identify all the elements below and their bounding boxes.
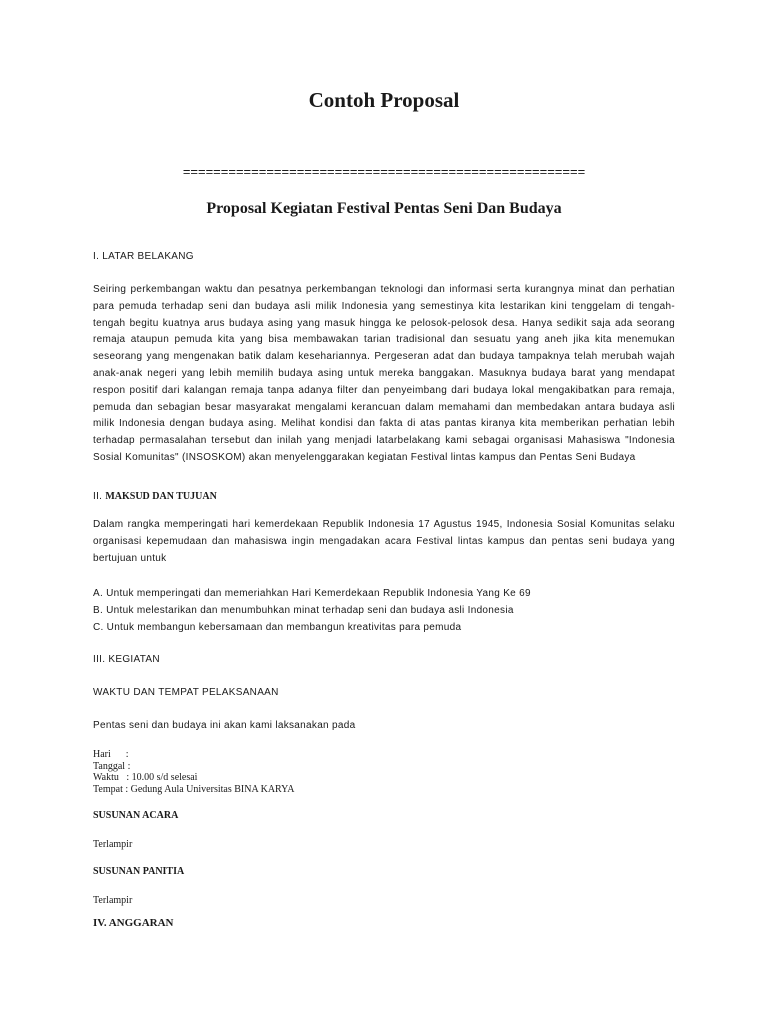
paragraph: Pentas seni dan budaya ini akan kami laksanakan pada <box>93 720 356 731</box>
subsection-heading: SUSUNAN PANITIA <box>93 866 185 877</box>
list-item: C. Untuk membangun kebersamaan dan membangun kreativitas para pemuda <box>93 622 462 633</box>
detail-tempat: Tempat : Gedung Aula Universitas BINA KARYA <box>93 783 295 795</box>
section-number: II. <box>93 491 106 502</box>
section-latar-belakang-body <box>93 282 675 467</box>
subsection-heading: SUSUNAN ACARA <box>93 810 179 821</box>
section-kegiatan <box>93 654 675 665</box>
detail-waktu: Waktu : 10.00 s/d selesai <box>93 772 198 783</box>
section-number: IV <box>93 917 104 929</box>
paragraph: Dalam rangka memperingati hari kemerdekaan Republik Indonesia 17 Agustus 1945, Indonesia Sosial Komunitas selaku organisasi kepemudaan dan mahasiswa ingin mengadakan acara Festival lintas kampus dan pentas seni budaya yang bertujuan untuk <box>93 519 675 564</box>
susunan-panitia <box>93 866 675 877</box>
section-heading: MAKSUD DAN TUJUAN <box>105 491 217 502</box>
subsection-heading: WAKTU DAN TEMPAT PELAKSANAAN <box>93 687 279 698</box>
section-heading: III. KEGIATAN <box>93 654 160 665</box>
list-item: B. Untuk melestarikan dan menumbuhkan minat terhadap seni dan budaya asli Indonesia <box>93 605 514 616</box>
section-maksud-tujuan-body <box>93 517 675 567</box>
objectives-list <box>93 585 675 636</box>
detail-hari: Hari : <box>93 749 129 760</box>
paragraph: Terlampir <box>93 895 133 906</box>
separator-line: ===================================================== <box>182 164 586 179</box>
paragraph: Seiring perkembangan waktu dan pesatnya perkembangan teknologi dan informasi serta kurangnya minat dan perhatian para pemuda terhadap seni dan budaya asli milik Indonesia yang semestinya kita lestarikan kini tenggelam di tengah-tengah begitu kuatnya arus budaya asing yang masuk hingga ke pelosok-pelosok desa. Hanya sedikit saja ada seorang remaja ataupun pemuda kita yang bisa membawakan tarian tradisional dan sesuatu yang aneh jika kita menemukan seseorang yang mengenakan batik dalam kesehariannya. Pergeseran adat dan budaya tampaknya telah merubah wajah anak-anak negeri yang lebih memilih budaya asing untuk mereka banggakan. Masuknya budaya barat yang mendapat respon positif dari kalangan remaja tanpa adanya filter dan penyeimbang dari budaya lokal mengakibatkan para remaja, pemuda dan sebagian besar masyarakat mengalami kerancuan dalam memahami dan membedakan antara budaya asli milik Indonesia dengan budaya asing. Melihat kondisi dan fakta di atas pantas kiranya kita memberikan perhatian lebih terhadap permasalahan tersebut dan inilah yang menjadi latarbelakang kami sebagai organisasi Mahasiswa "Indonesia Sosial Komunitas" (INSOSKOM) akan menyelenggarakan kegiatan Festival lintas kampus dan Pentas Seni Budaya <box>93 284 675 463</box>
section-heading: . ANGGARAN <box>103 917 174 929</box>
proposal-subtitle: Proposal Kegiatan Festival Pentas Seni Dan Budaya <box>206 200 562 217</box>
section-latar-belakang <box>93 251 675 262</box>
susunan-acara <box>93 810 675 821</box>
schedule-details <box>93 749 675 795</box>
detail-tanggal: Tanggal : <box>93 760 131 772</box>
subsection-waktu-tempat <box>93 687 675 698</box>
section-anggaran <box>93 917 675 929</box>
section-heading: I. LATAR BELAKANG <box>93 251 194 262</box>
susunan-panitia-body <box>93 895 675 906</box>
susunan-acara-body <box>93 839 675 850</box>
paragraph: Terlampir <box>93 839 133 850</box>
schedule-intro <box>93 720 675 731</box>
section-maksud-tujuan <box>93 486 675 504</box>
document-title: Contoh Proposal <box>308 88 460 112</box>
list-item: A. Untuk memperingati dan memeriahkan Hari Kemerdekaan Republik Indonesia Yang Ke 69 <box>93 588 531 599</box>
